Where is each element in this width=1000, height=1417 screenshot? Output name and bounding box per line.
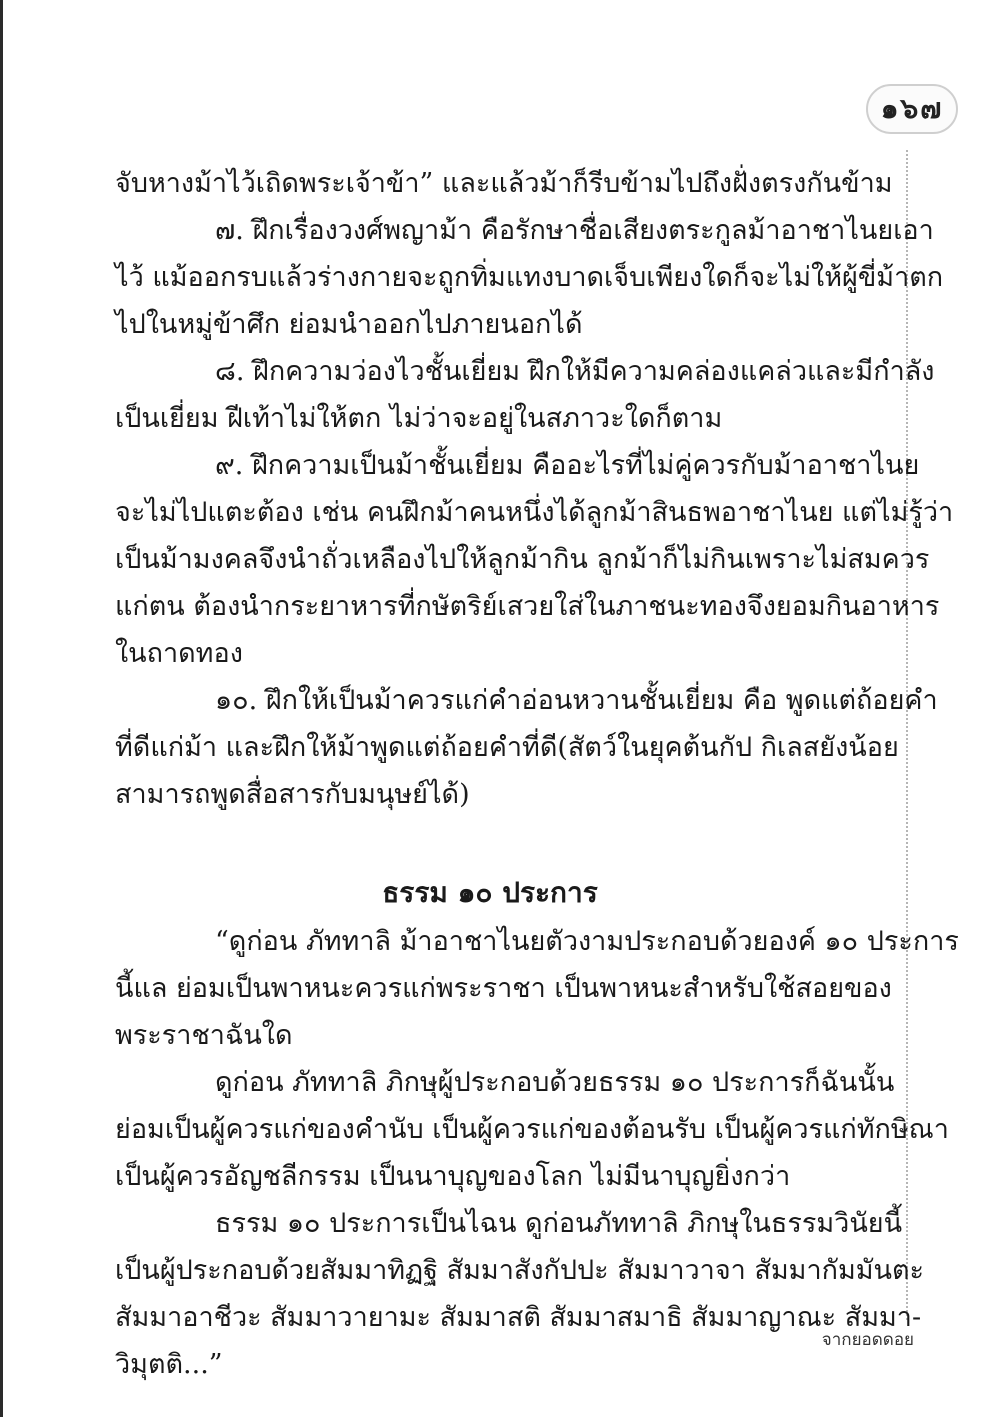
page-left-border <box>0 0 3 1417</box>
text-line: ไปในหมู่ข้าศึก ย่อมนำออกไปภายนอกได้ <box>115 309 583 340</box>
text-line: แก่ตน ต้องนำกระยาหารที่กษัตริย์เสวยใส่ในภาชนะทองจึงยอมกินอาหาร <box>115 591 940 622</box>
text-line: ธรรม ๑๐ ประการเป็นไฉน ดูก่อนภัททาลิ ภิกษุในธรรมวินัยนี้ <box>215 1208 903 1239</box>
text-line: พระราชาฉันใด <box>115 1020 293 1051</box>
text-line: ๙. ฝึกความเป็นม้าชั้นเยี่ยม คืออะไรที่ไม่คู่ควรกับม้าอาชาไนย <box>215 450 920 481</box>
text-line: เป็นผู้ควรอัญชลีกรรม เป็นนาบุญของโลก ไม่มีนาบุญยิ่งกว่า <box>115 1161 791 1192</box>
text-line: “ดูก่อน ภัททาลิ ม้าอาชาไนยตัวงามประกอบด้วยองค์ ๑๐ ประการ <box>215 926 959 957</box>
text-line: สามารถพูดสื่อสารกับมนุษย์ได้) <box>115 779 470 810</box>
text-line: เป็นเยี่ยม ฝีเท้าไม่ให้ตก ไม่ว่าจะอยู่ในสภาวะใดก็ตาม <box>115 403 723 434</box>
text-line: ดูก่อน ภัททาลิ ภิกษุผู้ประกอบด้วยธรรม ๑๐ ประการก็ฉันนั้น <box>215 1067 895 1098</box>
text-line: ๑๐. ฝึกให้เป็นม้าควรแก่คำอ่อนหวานชั้นเยี่ยม คือ พูดแต่ถ้อยคำ <box>215 685 938 716</box>
page-number-badge <box>866 84 958 134</box>
text-line: วิมุตติ...” <box>115 1349 223 1380</box>
text-line: เป็นผู้ประกอบด้วยสัมมาทิฏฐิ สัมมาสังกัปปะ สัมมาวาจา สัมมากัมมันตะ <box>115 1255 925 1286</box>
section-horse-training <box>115 160 954 818</box>
text-line: สัมมาอาชีวะ สัมมาวายามะ สัมมาสติ สัมมาสมาธิ สัมมาญาณะ สัมมา- <box>115 1302 922 1333</box>
text-line: ย่อมเป็นผู้ควรแก่ของคำนับ เป็นผู้ควรแก่ของต้อนรับ เป็นผู้ควรแก่ทักษิณา <box>115 1114 949 1145</box>
text-line: ไว้ แม้ออกรบแล้วร่างกายจะถูกทิ่มแทงบาดเจ็บเพียงใดก็จะไม่ให้ผู้ขี่ม้าตก <box>115 262 944 293</box>
text-line: จะไม่ไปแตะต้อง เช่น คนฝึกม้าคนหนึ่งได้ลูกม้าสินธพอาชาไนย แต่ไม่รู้ว่า <box>115 497 954 528</box>
text-line: ในถาดทอง <box>115 638 243 669</box>
page-number: ๑๖๗ <box>880 92 944 125</box>
section-heading: ธรรม ๑๐ ประการ <box>382 876 598 909</box>
text-line: เป็นม้ามงคลจึงนำถั่วเหลืองไปให้ลูกม้ากิน ลูกม้าก็ไม่กินเพราะไม่สมควร <box>115 544 930 575</box>
running-footer: จากยอดดอย <box>821 1330 914 1350</box>
text-line: ๘. ฝึกความว่องไวชั้นเยี่ยม ฝึกให้มีความคล่องแคล่วและมีกำลัง <box>215 356 935 387</box>
text-line: ที่ดีแก่ม้า และฝึกให้ม้าพูดแต่ถ้อยคำที่ดี(สัตว์ในยุคต้นกัป กิเลสยังน้อย <box>115 732 899 763</box>
text-line: จับหางม้าไว้เถิดพระเจ้าข้า” และแล้วม้าก็รีบข้ามไปถึงฝั่งตรงกันข้าม <box>115 168 893 199</box>
text-line: ๗. ฝึกเรื่องวงศ์พญาม้า คือรักษาชื่อเสียงตระกูลม้าอาชาไนยเอา <box>215 215 934 246</box>
section-gap <box>115 818 865 868</box>
text-line: นี้แล ย่อมเป็นพาหนะควรแก่พระราชา เป็นพาหนะสำหรับใช้สอยของ <box>115 973 892 1004</box>
